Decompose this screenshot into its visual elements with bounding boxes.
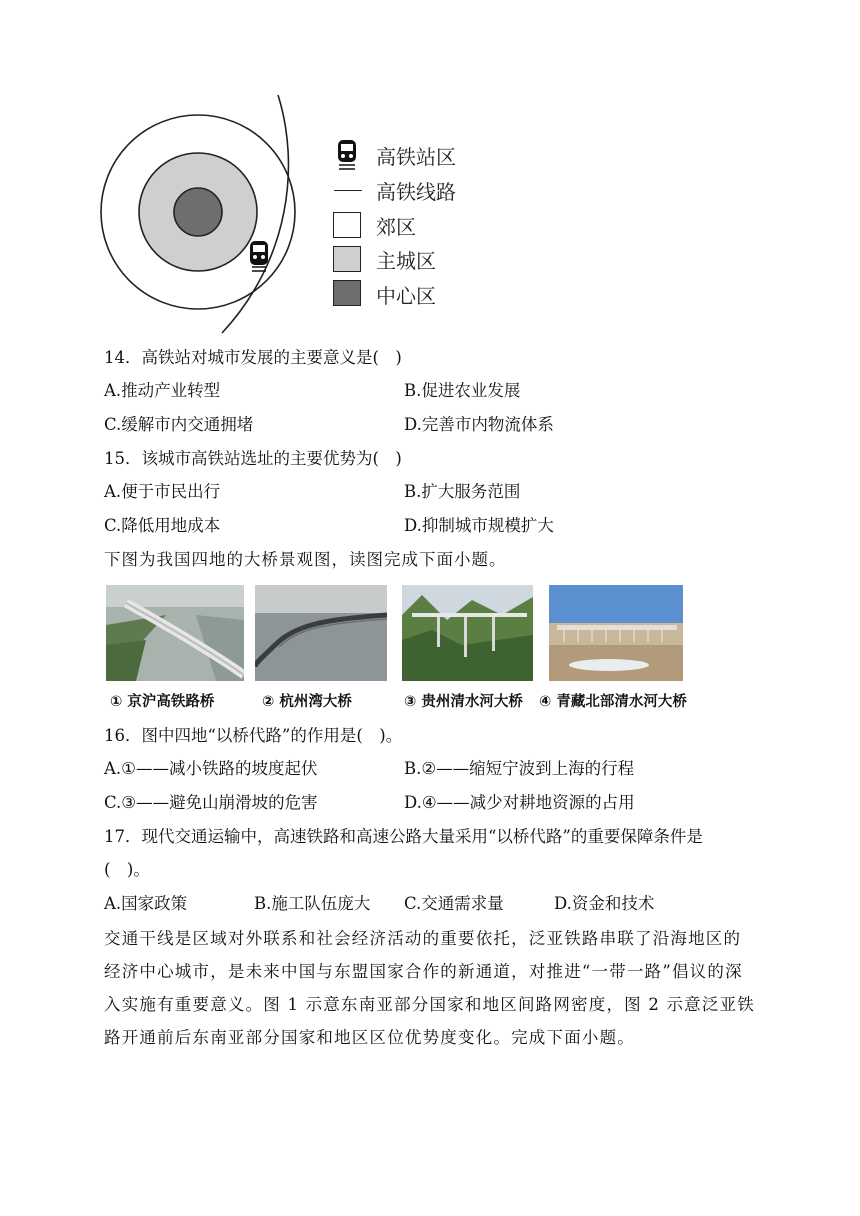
legend-label-center: 中心区 (376, 284, 436, 308)
caption-3: ③ 贵州清水河大桥 (404, 694, 523, 710)
q17-option-a: A.国家政策 (104, 894, 188, 913)
q14-option-c: C.缓解市内交通拥堵 (104, 415, 254, 434)
train-icon (336, 140, 358, 172)
bridges-intro: 下图为我国四地的大桥景观图，读图完成下面小题。 (104, 550, 507, 569)
photo-qingzang-qingshuihe-bridge (549, 585, 683, 681)
legend-label-suburb: 郊区 (376, 215, 416, 239)
q16-option-b: B.②——缩短宁波到上海的行程 (404, 759, 635, 778)
q15-stem: 15．该城市高铁站选址的主要优势为( ) (104, 449, 402, 468)
photo-jinghu-bridge (106, 585, 244, 681)
line-icon (334, 190, 362, 191)
q16-option-c: C.③——避免山崩滑坡的危害 (104, 793, 318, 812)
q17-option-b: B.施工队伍庞大 (254, 894, 371, 913)
caption-2: ② 杭州湾大桥 (262, 694, 352, 710)
photo-hangzhou-bay-bridge (255, 585, 387, 681)
q15-option-b: B.扩大服务范围 (404, 482, 521, 501)
q15-option-d: D.抑制城市规模扩大 (404, 516, 554, 535)
suburb-swatch (333, 212, 361, 238)
q15-option-a: A.便于市民出行 (104, 482, 221, 501)
q17-option-d: D.资金和技术 (554, 894, 655, 913)
caption-1: ① 京沪高铁路桥 (110, 694, 215, 710)
city-diagram (95, 95, 310, 340)
q14-stem: 14．高铁站对城市发展的主要意义是( ) (104, 348, 402, 367)
q15-option-c: C.降低用地成本 (104, 516, 221, 535)
q17-option-c: C.交通需求量 (404, 894, 504, 913)
q14-option-b: B.促进农业发展 (404, 381, 521, 400)
q16-option-d: D.④——减少对耕地资源的占用 (404, 793, 635, 812)
legend-label-main-city: 主城区 (376, 249, 436, 273)
center-swatch (333, 280, 361, 306)
q16-option-a: A.①——减小铁路的坡度起伏 (104, 759, 318, 778)
q14-option-d: D.完善市内物流体系 (404, 415, 554, 434)
center-area (174, 188, 222, 236)
q16-stem: 16．图中四地“以桥代路”的作用是( )。 (104, 726, 403, 745)
q17-stem: 17．现代交通运输中，高速铁路和高速公路大量采用“以桥代路”的重要保障条件是 (104, 827, 703, 846)
train-station-icon (250, 241, 268, 271)
legend-label-station: 高铁站区 (376, 145, 456, 169)
caption-4: ④ 青藏北部清水河大桥 (539, 694, 687, 710)
q17-stem-cont: ( )。 (104, 860, 150, 879)
main-city-swatch (333, 246, 361, 272)
q14-option-a: A.推动产业转型 (104, 381, 221, 400)
passage: 交通干线是区域对外联系和社会经济活动的重要依托，泛亚铁路串联了沿海地区的经济中心城市，是未来中国与东盟国家合作的新通道，对推进“一带一路”倡议的深入实施有重要意义。图 1 示意东南亚部分国家和地区间路网密度，图 2 示意泛亚铁路开通前后东南亚部分国家和地区区位优势度变化。完成下面小题。 (104, 929, 755, 1047)
legend-label-line: 高铁线路 (376, 180, 456, 204)
photo-guizhou-qingshuihe-bridge (402, 585, 533, 681)
